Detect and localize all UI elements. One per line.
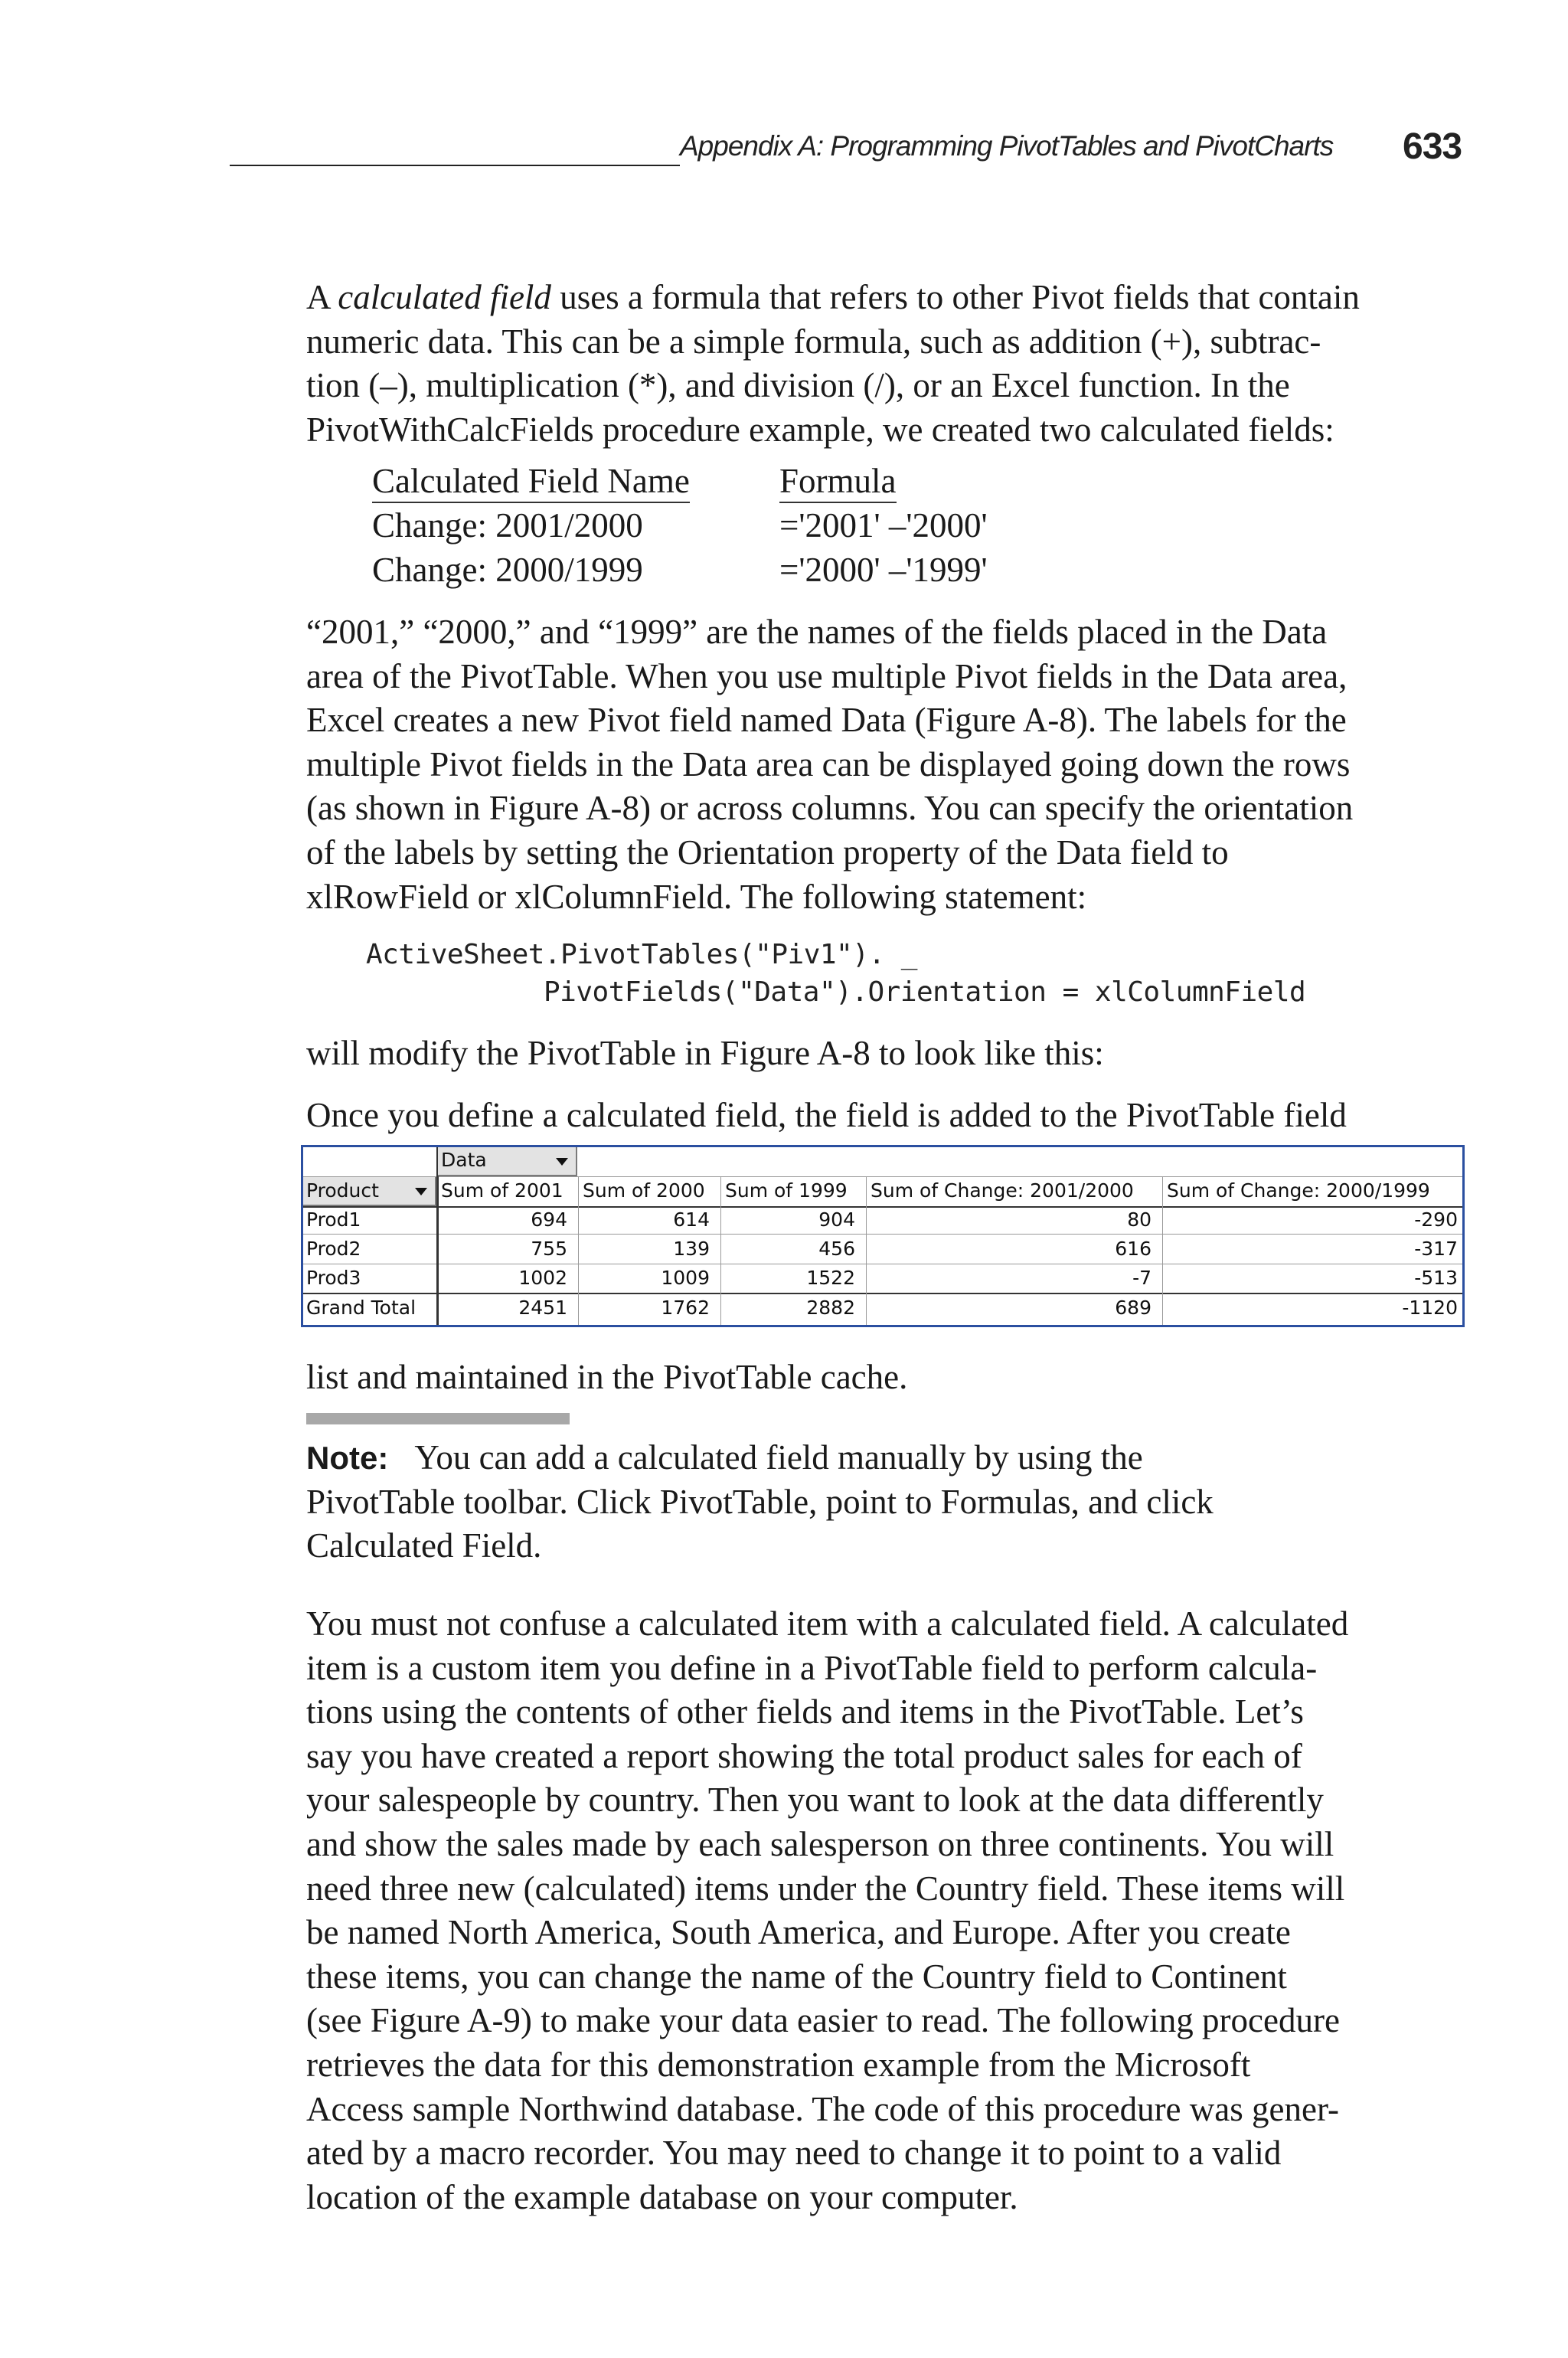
product-field-button[interactable] xyxy=(303,1177,436,1206)
text-line xyxy=(306,276,1470,320)
text-line: (as shown in Figure A-8) or across columns. You can specify the orientation xyxy=(306,789,1354,828)
text-line: retrieves the data for this demonstration example from the Microsoft xyxy=(306,2045,1251,2084)
formula-cell: ='2001' –'2000' xyxy=(779,506,988,545)
table-cell: 456 xyxy=(818,1238,855,1260)
table-cell: 614 xyxy=(673,1208,710,1231)
formula-cell: ='2000' –'1999' xyxy=(779,551,988,589)
text-line: You must not confuse a calculated item with a calculated field. A calculated xyxy=(306,1604,1349,1643)
text-line: PivotTable toolbar. Click PivotTable, point to Formulas, and click xyxy=(306,1482,1214,1521)
dropdown-arrow-icon xyxy=(556,1158,568,1166)
pivot-table-figure xyxy=(301,1145,1465,1327)
text-line: Once you define a calculated field, the field is added to the PivotTable field xyxy=(306,1096,1347,1134)
table-cell: 2451 xyxy=(518,1297,567,1319)
table-cell: 755 xyxy=(531,1238,567,1260)
note-block xyxy=(306,1436,1470,1568)
column-header-formula: Formula xyxy=(779,461,897,503)
text-line: PivotWithCalcFields procedure example, we created two calculated fields: xyxy=(306,410,1334,449)
table-cell: 2882 xyxy=(806,1297,855,1319)
data-field-label: Data xyxy=(441,1149,487,1171)
column-header: Sum of Change: 2001/2000 xyxy=(871,1179,1134,1202)
paragraph-field-list xyxy=(306,1094,1470,1138)
table-cell: 1009 xyxy=(661,1267,710,1289)
table-cell: 616 xyxy=(1115,1238,1152,1260)
text-line: your salespeople by country. Then you want to look at the data differently xyxy=(306,1781,1324,1820)
header-rule xyxy=(230,165,680,166)
table-cell: -7 xyxy=(1132,1267,1152,1289)
grid-line xyxy=(303,1176,1462,1177)
table-header-row xyxy=(372,461,1061,505)
code-line: PivotFields("Data").Orientation = xlColumnField xyxy=(544,976,1306,1008)
calculated-fields-table xyxy=(372,461,1061,594)
text-line: will modify the PivotTable in Figure A-8 to look like this: xyxy=(306,1034,1104,1072)
text-line: tion (–), multiplication (*), and division (/), or an Excel function. In the xyxy=(306,366,1290,405)
table-cell: -317 xyxy=(1414,1238,1458,1260)
table-row xyxy=(372,505,1061,550)
table-cell: 1762 xyxy=(661,1297,710,1319)
table-cell: 689 xyxy=(1115,1297,1152,1319)
grid-line xyxy=(1162,1176,1163,1325)
paragraph-data-field xyxy=(306,610,1470,919)
text-line xyxy=(306,1436,1470,1480)
text-line: Access sample Northwind database. The code of this procedure was gener- xyxy=(306,2089,1340,2128)
text-line: and show the sales made by each salesperson on three continents. You will xyxy=(306,1824,1334,1863)
text-line: these items, you can change the name of the Country field to Continent xyxy=(306,1957,1287,1996)
grid-line xyxy=(303,1234,1462,1235)
column-header-name: Calculated Field Name xyxy=(372,461,690,503)
table-row xyxy=(372,550,1061,594)
row-label: Prod2 xyxy=(306,1238,361,1260)
text-line: ated by a macro recorder. You may need to change it to point to a valid xyxy=(306,2134,1282,2173)
table-cell: 904 xyxy=(818,1208,855,1231)
text-line: item is a custom item you define in a PivotTable field to perform calcula- xyxy=(306,1648,1318,1687)
table-cell: 1522 xyxy=(806,1267,855,1289)
text-line: tions using the contents of other fields and items in the PivotTable. Let’s xyxy=(306,1692,1304,1732)
paragraph-field-list-continued xyxy=(306,1356,1470,1400)
table-cell: 1002 xyxy=(518,1267,567,1289)
row-label: Grand Total xyxy=(306,1297,416,1319)
paragraph-calculated-field xyxy=(306,276,1470,452)
grid-line xyxy=(578,1176,579,1325)
column-header: Sum of 2000 xyxy=(583,1179,705,1202)
text-line: “2001,” “2000,” and “1999” are the names of the fields placed in the Data xyxy=(306,613,1328,651)
text-line: multiple Pivot fields in the Data area can be displayed going down the rows xyxy=(306,744,1351,783)
table-cell: -1120 xyxy=(1402,1297,1458,1319)
text-line: numeric data. This can be a simple formula, such as addition (+), subtrac- xyxy=(306,322,1321,361)
text-span: You can add a calculated field manually by using the xyxy=(414,1438,1143,1477)
text-line: be named North America, South America, and Europe. After you create xyxy=(306,1913,1291,1952)
text-span: A xyxy=(306,278,338,316)
text-line: list and maintained in the PivotTable cache. xyxy=(306,1358,908,1396)
column-header: Sum of Change: 2000/1999 xyxy=(1167,1179,1430,1202)
text-line: Excel creates a new Pivot field named Data (Figure A-8). The labels for the xyxy=(306,701,1347,740)
text-line: Calculated Field. xyxy=(306,1526,542,1565)
text-line: xlRowField or xlColumnField. The following statement: xyxy=(306,877,1087,916)
text-line: need three new (calculated) items under the Country field. These items will xyxy=(306,1869,1345,1908)
dropdown-arrow-icon xyxy=(415,1188,427,1195)
column-header: Sum of 1999 xyxy=(725,1179,848,1202)
paragraph-after-code xyxy=(306,1032,1470,1076)
table-cell: -290 xyxy=(1414,1208,1458,1231)
product-field-label: Product xyxy=(306,1179,379,1202)
grid-line xyxy=(303,1293,1462,1294)
text-span: uses a formula that refers to other Pivot fields that contain xyxy=(550,278,1360,316)
text-line: say you have created a report showing the total product sales for each of xyxy=(306,1736,1302,1775)
text-line: of the labels by setting the Orientation property of the Data field to xyxy=(306,832,1229,872)
field-name-cell: Change: 2000/1999 xyxy=(372,551,643,589)
row-label: Prod1 xyxy=(306,1208,361,1231)
note-label: Note: xyxy=(306,1440,389,1476)
row-label: Prod3 xyxy=(306,1267,361,1289)
paragraph-calculated-item xyxy=(306,1602,1470,2219)
emphasis-term: calculated field xyxy=(338,278,551,316)
field-name-cell: Change: 2001/2000 xyxy=(372,506,643,545)
grid-line xyxy=(866,1176,867,1325)
code-line: ActiveSheet.PivotTables("Piv1"). _ xyxy=(366,939,917,970)
table-cell: 80 xyxy=(1127,1208,1152,1231)
text-line: (see Figure A-9) to make your data easier to read. The following procedure xyxy=(306,2001,1340,2040)
page-number: 633 xyxy=(1403,126,1462,167)
column-header: Sum of 2001 xyxy=(441,1179,564,1202)
grid-line xyxy=(303,1206,1462,1208)
text-line: location of the example database on your computer. xyxy=(306,2177,1018,2216)
grid-line xyxy=(720,1176,721,1325)
data-field-button[interactable] xyxy=(438,1147,577,1176)
table-cell: 139 xyxy=(673,1238,710,1260)
table-cell: -513 xyxy=(1414,1267,1458,1289)
note-divider-bar xyxy=(306,1413,570,1424)
table-cell: 694 xyxy=(531,1208,567,1231)
running-title: Appendix A: Programming PivotTables and PivotCharts xyxy=(680,130,1334,162)
text-line: area of the PivotTable. When you use multiple Pivot fields in the Data area, xyxy=(306,656,1348,695)
